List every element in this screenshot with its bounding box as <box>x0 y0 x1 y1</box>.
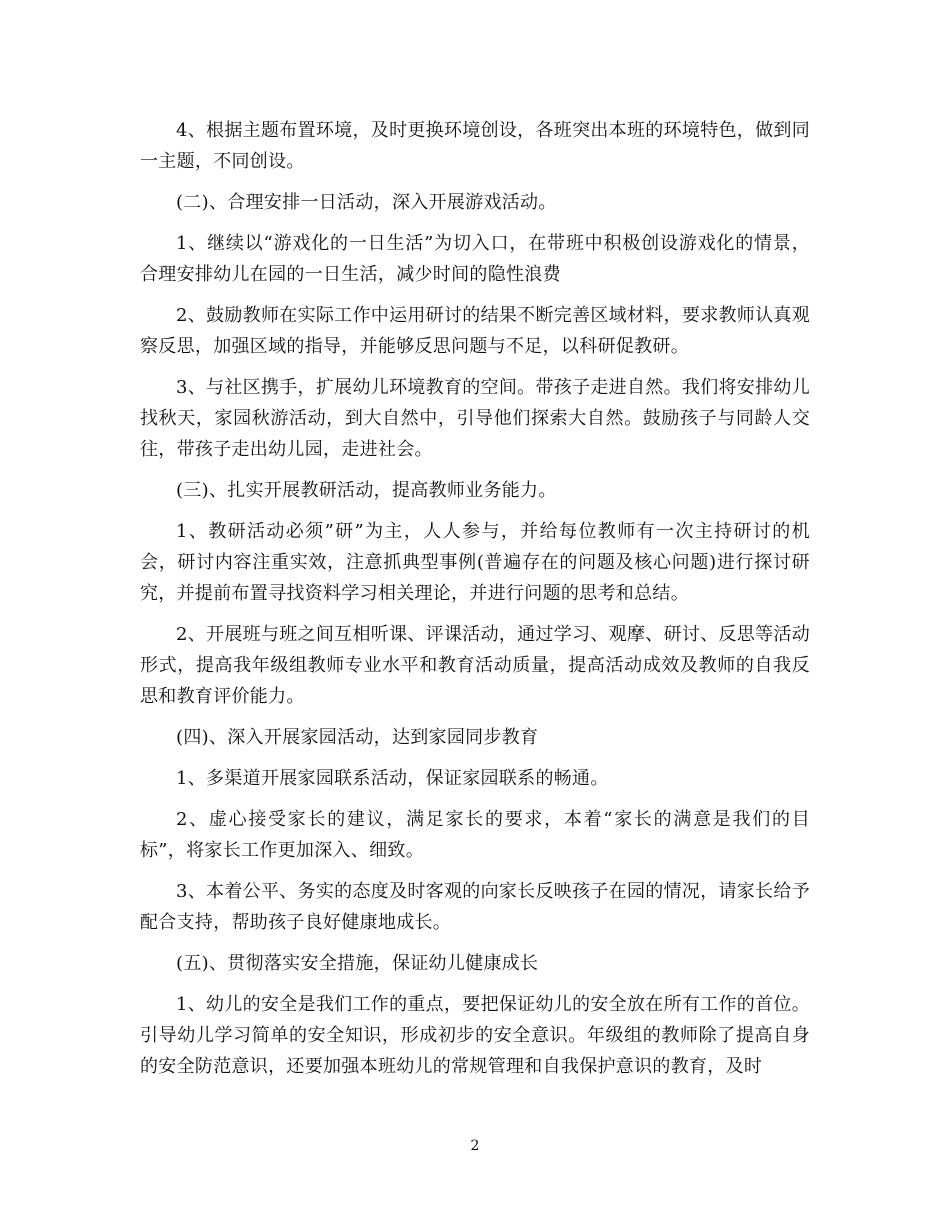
section-heading-4: (四)、深入开展家园活动，达到家园同步教育 <box>176 727 539 748</box>
paragraph-2-item-3: 3、与社区携手，扩展幼儿环境教育的空间。带孩子走进自然。我们将安排幼儿找秋天，家园秋游活动，到大自然中，引导他们探索大自然。鼓励孩子与同龄人交往，带孩子走出幼儿园，走进社会。 <box>140 377 810 460</box>
paragraph-4-item-3: 3、本着公平、务实的态度及时客观的向家长反映孩子在园的情况，请家长给予配合支持，帮助孩子良好健康地成长。 <box>140 881 810 933</box>
page-number: 2 <box>470 1138 480 1154</box>
document-body <box>140 115 810 1082</box>
section-heading-3: (三)、扎实开展教研活动，提高教师业务能力。 <box>176 480 557 501</box>
section-heading-5: (五)、贯彻落实安全措施，保证幼儿健康成长 <box>176 953 539 974</box>
paragraph-3-item-2: 2、开展班与班之间互相听课、评课活动，通过学习、观摩、研讨、反思等活动形式，提高我年级组教师专业水平和教育活动质量，提高活动成效及教师的自我反思和教育评价能力。 <box>140 624 810 707</box>
paragraph-4-item-2: 2、虚心接受家长的建议，满足家长的要求，本着“家长的满意是我们的目标”，将家长工作更加深入、细致。 <box>140 809 810 861</box>
paragraph-4-item-1: 1、多渠道开展家园联系活动，保证家园联系的畅通。 <box>176 768 609 789</box>
paragraph-3-item-1: 1、教研活动必须”研”为主，人人参与，并给每位教师有一次主持研讨的机会，研讨内容注重实效，注意抓典型事例(普遍存在的问题及核心问题)进行探讨研究，并提前布置寻找资料学习相关理论，并进行问题的思考和总结。 <box>140 521 810 604</box>
paragraph-5-item-1: 1、幼儿的安全是我们工作的重点，要把保证幼儿的安全放在所有工作的首位。引导幼儿学习简单的安全知识，形成初步的安全意识。年级组的教师除了提高自身的安全防范意识，还要加强本班幼儿的常规管理和自我保护意识的教育，及时 <box>140 994 810 1077</box>
paragraph-item-4: 4、根据主题布置环境，及时更换环境创设，各班突出本班的环境特色，做到同一主题，不同创设。 <box>140 120 810 172</box>
section-heading-2: (二)、合理安排一日活动，深入开展游戏活动。 <box>176 192 557 213</box>
paragraph-2-item-1: 1、继续以“游戏化的一日生活”为切入口，在带班中积极创设游戏化的情景，合理安排幼儿在园的一日生活，减少时间的隐性浪费 <box>140 233 810 285</box>
paragraph-2-item-2: 2、鼓励教师在实际工作中运用研讨的结果不断完善区域材料，要求教师认真观察反思，加强区域的指导，并能够反思问题与不足，以科研促教研。 <box>140 305 810 357</box>
